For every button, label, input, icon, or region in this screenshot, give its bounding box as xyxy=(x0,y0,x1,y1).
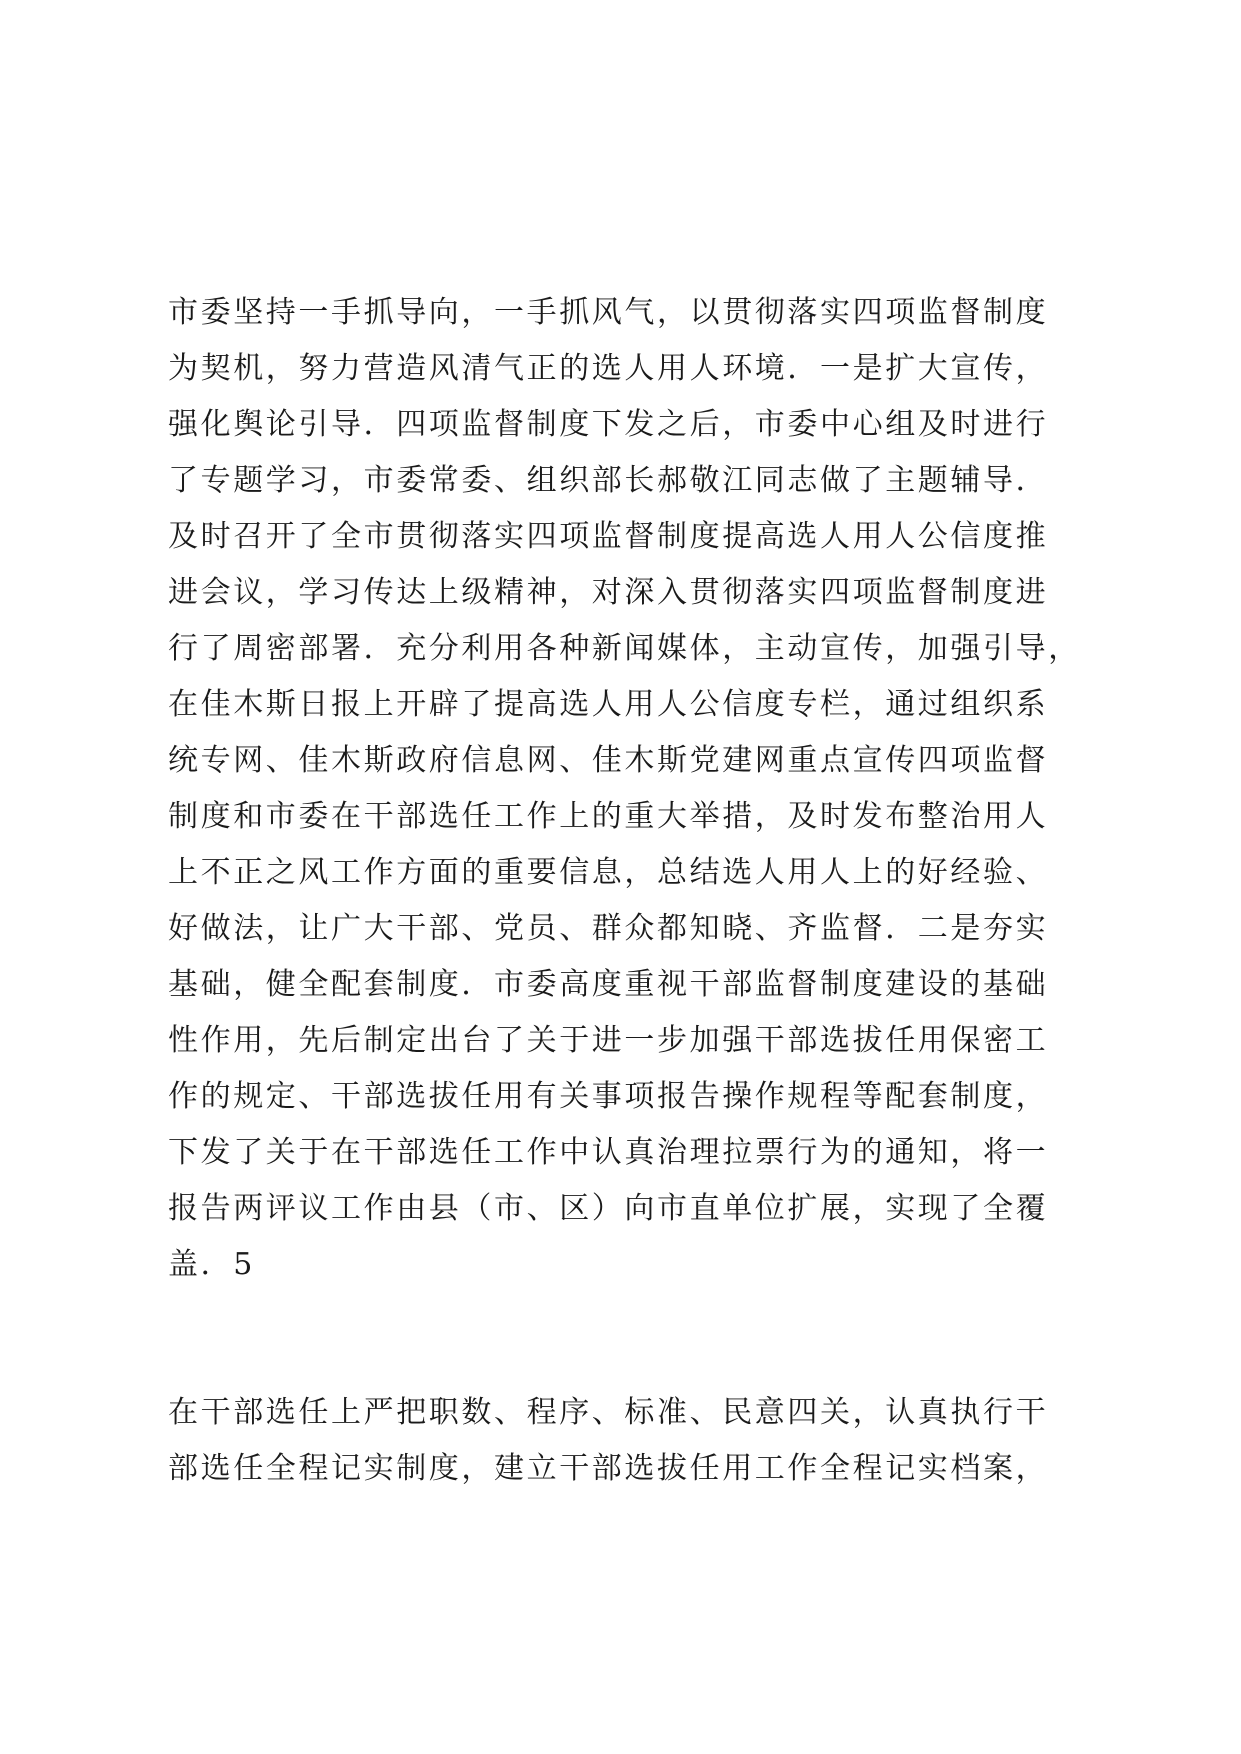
paragraph xyxy=(168,1385,1088,1497)
text-line: 性作用，先后制定出台了关于进一步加强干部选拔任用保密工 xyxy=(168,1023,1049,1058)
text-line: 为契机，努力营造风清气正的选人用人环境．一是扩大宣传， xyxy=(168,351,1049,386)
text-line: 及时召开了全市贯彻落实四项监督制度提高选人用人公信度推 xyxy=(168,519,1049,554)
text-line: 上不正之风工作方面的重要信息，总结选人用人上的好经验、 xyxy=(168,855,1049,890)
text-line: 制度和市委在干部选任工作上的重大举措，及时发布整治用人 xyxy=(168,799,1049,834)
text-line: 下发了关于在干部选任工作中认真治理拉票行为的通知，将一 xyxy=(168,1135,1049,1170)
text-line: 进会议，学习传达上级精神，对深入贯彻落实四项监督制度进 xyxy=(168,575,1049,610)
text-line: 报告两评议工作由县（市、区）向市直单位扩展，实现了全覆 xyxy=(168,1191,1049,1226)
paragraph xyxy=(168,285,1088,1293)
text-line: 了专题学习，市委常委、组织部长郝敬江同志做了主题辅导． xyxy=(168,463,1049,498)
text-line: 统专网、佳木斯政府信息网、佳木斯党建网重点宣传四项监督 xyxy=(168,743,1049,778)
text-line: 在佳木斯日报上开辟了提高选人用人公信度专栏，通过组织系 xyxy=(168,687,1049,722)
text-line: 强化舆论引导．四项监督制度下发之后，市委中心组及时进行 xyxy=(168,407,1049,442)
text-line: 部选任全程记实制度，建立干部选拔任用工作全程记实档案， xyxy=(168,1451,1049,1486)
text-line: 基础，健全配套制度．市委高度重视干部监督制度建设的基础 xyxy=(168,967,1049,1002)
text-line: 好做法，让广大干部、党员、群众都知晓、齐监督．二是夯实 xyxy=(168,911,1049,946)
text-line: 在干部选任上严把职数、程序、标准、民意四关，认真执行干 xyxy=(168,1395,1049,1430)
text-line: 市委坚持一手抓导向，一手抓风气，以贯彻落实四项监督制度 xyxy=(168,295,1049,330)
text-line: 行了周密部署．充分利用各种新闻媒体，主动宣传，加强引导， xyxy=(168,631,1081,666)
text-line: 作的规定、干部选拔任用有关事项报告操作规程等配套制度， xyxy=(168,1079,1049,1114)
text-line: 盖．5 xyxy=(168,1247,255,1282)
